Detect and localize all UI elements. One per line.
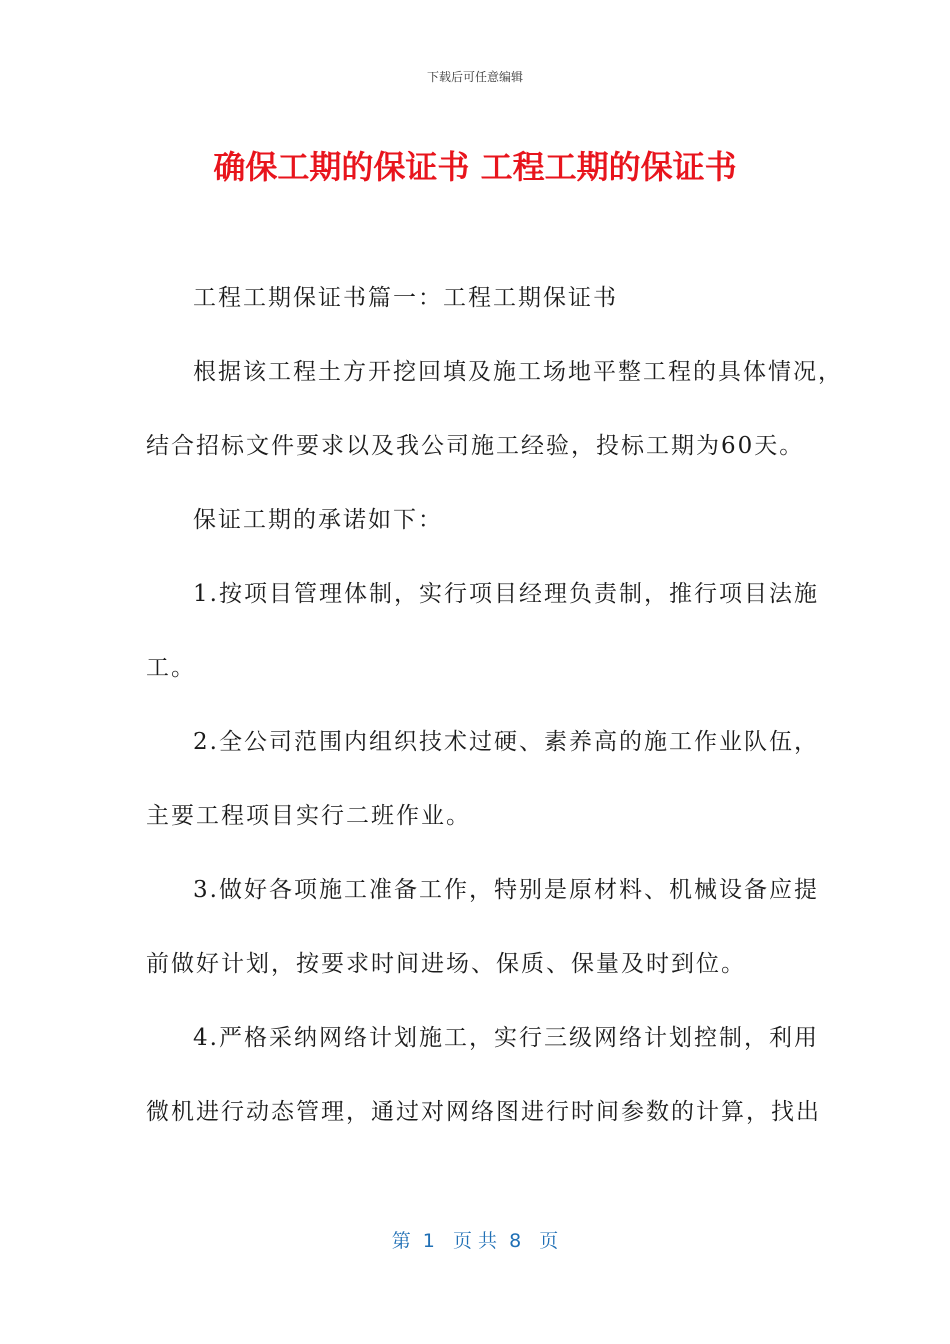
header-note: 下载后可任意编辑 bbox=[426, 70, 523, 84]
paragraph-line: 3.做好各项施工准备工作，特别是原材料、机械设备应提 bbox=[193, 877, 819, 903]
paragraph-line: 主要工程项目实行二班作业。 bbox=[146, 803, 471, 829]
document-title: 确保工期的保证书 工程工期的保证书 bbox=[213, 148, 737, 186]
paragraph-line: 工。 bbox=[146, 655, 196, 681]
paragraph-line: 微机进行动态管理，通过对网络图进行时间参数的计算，找出 bbox=[146, 1099, 821, 1125]
paragraph-line: 保证工期的承诺如下： bbox=[193, 507, 443, 533]
paragraph-line: 1.按项目管理体制，实行项目经理负责制，推行项目法施 bbox=[193, 581, 819, 607]
paragraph-line: 2.全公司范围内组织技术过硬、素养高的施工作业队伍， bbox=[193, 729, 819, 755]
paragraph-line: 前做好计划，按要求时间进场、保质、保量及时到位。 bbox=[146, 951, 746, 977]
paragraph-line: 4.严格采纳网络计划施工，实行三级网络计划控制，利用 bbox=[193, 1025, 819, 1051]
page-number-footer: 第 1 页 共 8 页 bbox=[391, 1230, 559, 1252]
paragraph-line: 工程工期保证书篇一：工程工期保证书 bbox=[193, 285, 618, 311]
paragraph-line: 根据该工程土方开挖回填及施工场地平整工程的具体情况， bbox=[193, 359, 843, 385]
paragraph-line: 结合招标文件要求以及我公司施工经验，投标工期为60天。 bbox=[146, 433, 805, 459]
